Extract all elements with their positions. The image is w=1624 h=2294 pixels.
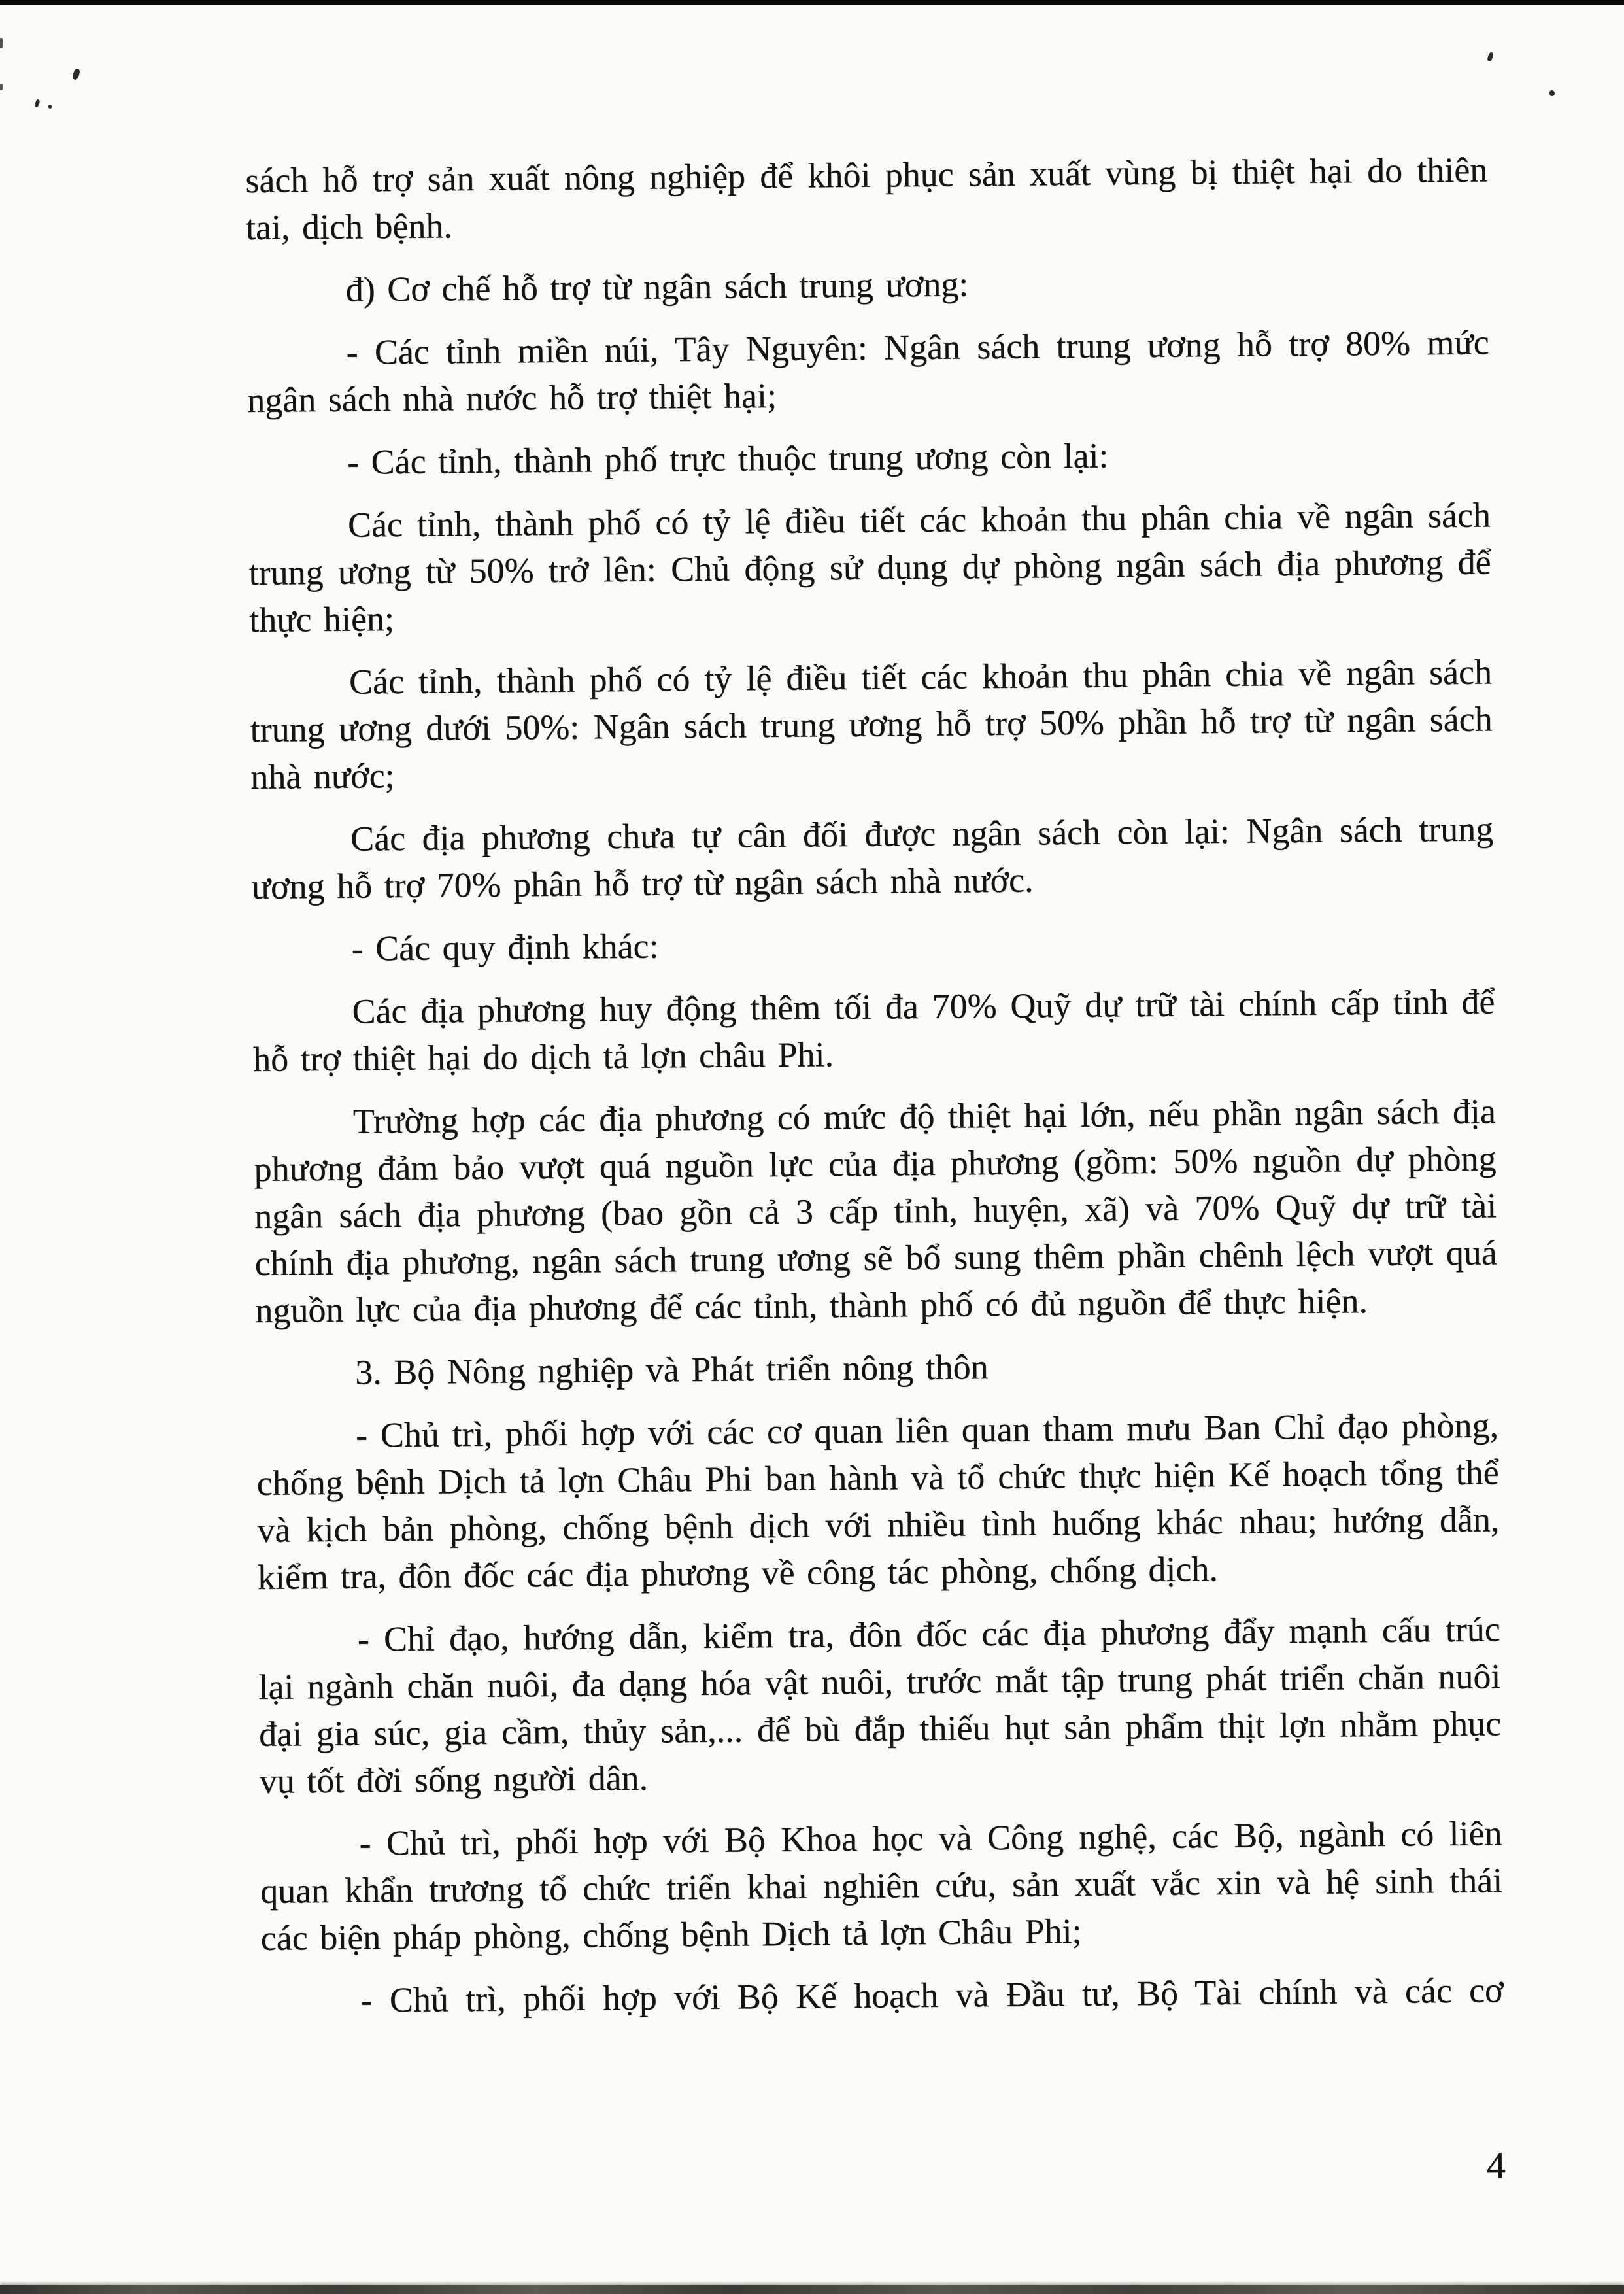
document-body [245,146,1506,2187]
scan-speck [48,105,52,109]
paragraph: Trường hợp các địa phương có mức độ thiệt hại lớn, nếu phần ngân sách địa phương đảm bảo vượt quá nguồn lực của địa phương (gồm: 50% nguồn dự phòng ngân sách địa phương (bao gồn cả 3 cấp tỉnh, huyện, xã) và 70% Quỹ dự trữ tài chính địa phương, ngân sách trung ương sẽ bổ sung thêm phần chênh lệch vượt quá nguồn lực của địa phương để các tỉnh, thành phố có đủ nguồn để thực hiện. [254,1091,1497,1330]
scan-edge-mark [0,38,3,48]
scan-speck [1487,52,1494,61]
scan-speck [34,99,40,107]
paragraph: Các tỉnh, thành phố có tỷ lệ điều tiết các khoản thu phân chia về ngân sách trung ương dưới 50%: Ngân sách trung ương hỗ trợ 50% phần hỗ trợ từ ngân sách nhà nước; [250,652,1493,796]
paragraph: - Chủ trì, phối hợp với các cơ quan liên quan tham mưu Ban Chỉ đạo phòng, chống bệnh Dịch tả lợn Châu Phi ban hành và tổ chức thực hiện Kế hoạch tổng thể và kịch bản phòng, chống bệnh dịch với nhiều tình huống khác nhau; hướng dẫn, kiểm tra, đôn đốc các địa phương về công tác phòng, chống dịch. [256,1405,1500,1597]
paragraph: Các địa phương chưa tự cân đối được ngân sách còn lại: Ngân sách trung ương hỗ trợ 70% phân hỗ trợ từ ngân sách nhà nước. [251,809,1494,906]
section-heading: 3. Bộ Nông nghiệp và Phát triển nông thôn [354,1347,989,1392]
paragraph: đ) Cơ chế hỗ trợ từ ngân sách trung ương: [345,264,969,309]
paragraph: - Các quy định khác: [351,926,659,968]
paragraph: - Các tỉnh miền núi, Tây Nguyên: Ngân sách trung ương hỗ trợ 80% mức ngân sách nhà nước hỗ trợ thiệt hại; [246,322,1489,420]
scan-bottom-edge [0,2285,1624,2294]
scan-edge-mark [0,84,3,90]
paragraph: Các tỉnh, thành phố có tỷ lệ điều tiết các khoản thu phân chia về ngân sách trung ương từ 50% trở lên: Chủ động sử dụng dự phòng ngân sách địa phương để thực hiện; [248,495,1491,640]
paragraph: - Chủ trì, phối hợp với Bộ Khoa học và Công nghệ, các Bộ, ngành có liên quan khẩn trương tổ chức triển khai nghiên cứu, sản xuất vắc xin và hệ sinh thái các biện pháp phòng, chống bệnh Dịch tả lợn Châu Phi; [260,1813,1503,1958]
paragraph: - Các tỉnh, thành phố trực thuộc trung ương còn lại: [347,436,1109,482]
scan-speck [1549,90,1555,96]
scan-top-edge [0,0,1624,5]
paragraph: - Chỉ đạo, hướng dẫn, kiểm tra, đôn đốc các địa phương đẩy mạnh cấu trúc lại ngành chăn nuôi, đa dạng hóa vật nuôi, trước mắt tập trung phát triển chăn nuôi đại gia súc, gia cầm, thủy sản,... để bù đắp thiếu hụt sản phẩm thịt lợn nhằm phục vụ tốt đời sống người dân. [258,1609,1502,1801]
page-number: 4 [1486,2144,1506,2187]
paragraph: - Chủ trì, phối hợp với Bộ Kế hoạch và Đầu tư, Bộ Tài chính và các cơ [360,1970,1504,2020]
paragraph: Các địa phương huy động thêm tối đa 70% Quỹ dự trữ tài chính cấp tỉnh để hỗ trợ thiệt hại do dịch tả lợn châu Phi. [252,982,1495,1079]
paragraph: sách hỗ trợ sản xuất nông nghiệp để khôi phục sản xuất vùng bị thiệt hại do thiên tai, dịch bệnh. [245,150,1488,247]
scan-speck [72,68,81,80]
